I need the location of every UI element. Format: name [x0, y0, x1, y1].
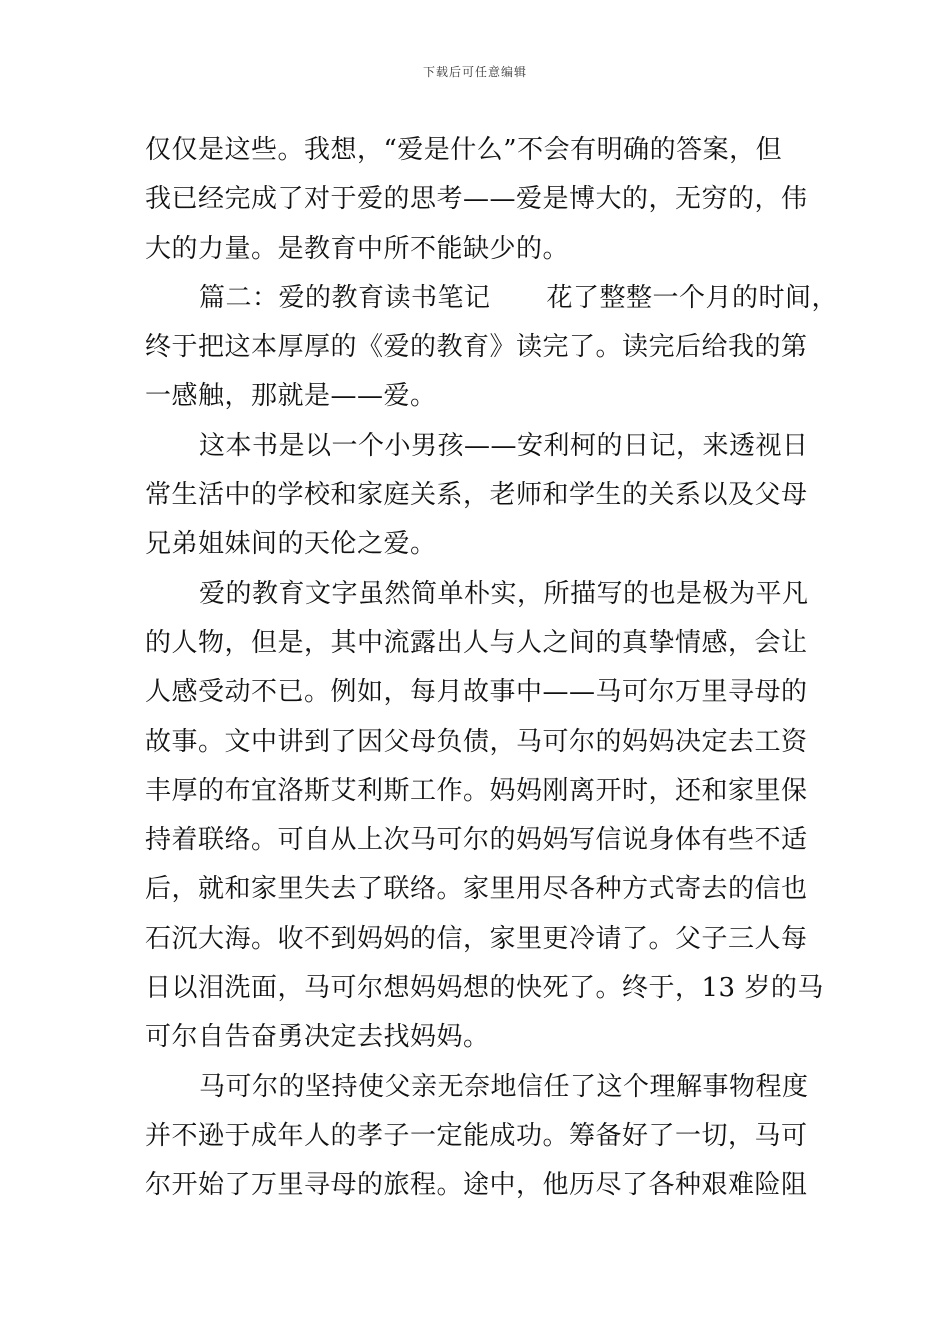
text-line: 大的力量。是教育中所不能缺少的。 — [145, 233, 570, 264]
text-line: 持着联络。可自从上次马可尔的妈妈写信说身体有些不适 — [145, 825, 808, 856]
section-heading-line — [145, 274, 839, 323]
text-line: 兄弟姐妹间的天伦之爱。 — [145, 529, 437, 560]
text-line: 人感受动不已。例如，每月故事中——马可尔万里寻母的 — [145, 677, 808, 708]
paragraph-start-line: 马可尔的坚持使父亲无奈地信任了这个理解事物程度 — [199, 1071, 809, 1102]
page-header: 下载后可任意编辑 — [422, 65, 527, 79]
text-line: 日以泪洗面，马可尔想妈妈想的快死了。终于，13 岁的马 — [145, 973, 824, 1004]
paragraph-start-line: 爱的教育文字虽然简单朴实，所描写的也是极为平凡 — [199, 578, 809, 609]
text-line: 后，就和家里失去了联络。家里用尽各种方式寄去的信也 — [145, 874, 808, 905]
text-line: 并不逊于成年人的孝子一定能成功。筹备好了一切，马可 — [145, 1120, 808, 1151]
text-line: 丰厚的布宜洛斯艾利斯工作。妈妈刚离开时，还和家里保 — [145, 775, 808, 806]
paragraph-start-line: 这本书是以一个小男孩——安利柯的日记，来透视日 — [199, 430, 809, 461]
text-line: 可尔自告奋勇决定去找妈妈。 — [145, 1022, 490, 1053]
text-line: 石沉大海。收不到妈妈的信，家里更冷请了。父子三人每 — [145, 923, 808, 954]
text-line: 我已经完成了对于爱的思考——爱是博大的，无穷的，伟 — [145, 184, 808, 215]
text-line: 仅仅是这些。我想，“爱是什么”不会有明确的答案，但 — [145, 135, 783, 165]
text-line: 一感触，那就是——爱。 — [145, 381, 437, 412]
text-line: 故事。文中讲到了因父母负债，马可尔的妈妈决定去工资 — [145, 726, 808, 757]
text-line: 终于把这本厚厚的《爱的教育》读完了。读完后给我的第 — [145, 332, 808, 363]
text-line: 尔开始了万里寻母的旅程。途中，他历尽了各种艰难险阻 — [145, 1170, 808, 1201]
text-segment: 花了整整一个月的时间， — [546, 282, 839, 313]
section-title: 篇二：爱的教育读书笔记 — [199, 282, 491, 313]
text-line: 的人物，但是，其中流露出人与人之间的真挚情感，会让 — [145, 627, 808, 658]
body-text — [145, 126, 839, 1211]
text-line: 常生活中的学校和家庭关系，老师和学生的关系以及父母 — [145, 480, 808, 511]
